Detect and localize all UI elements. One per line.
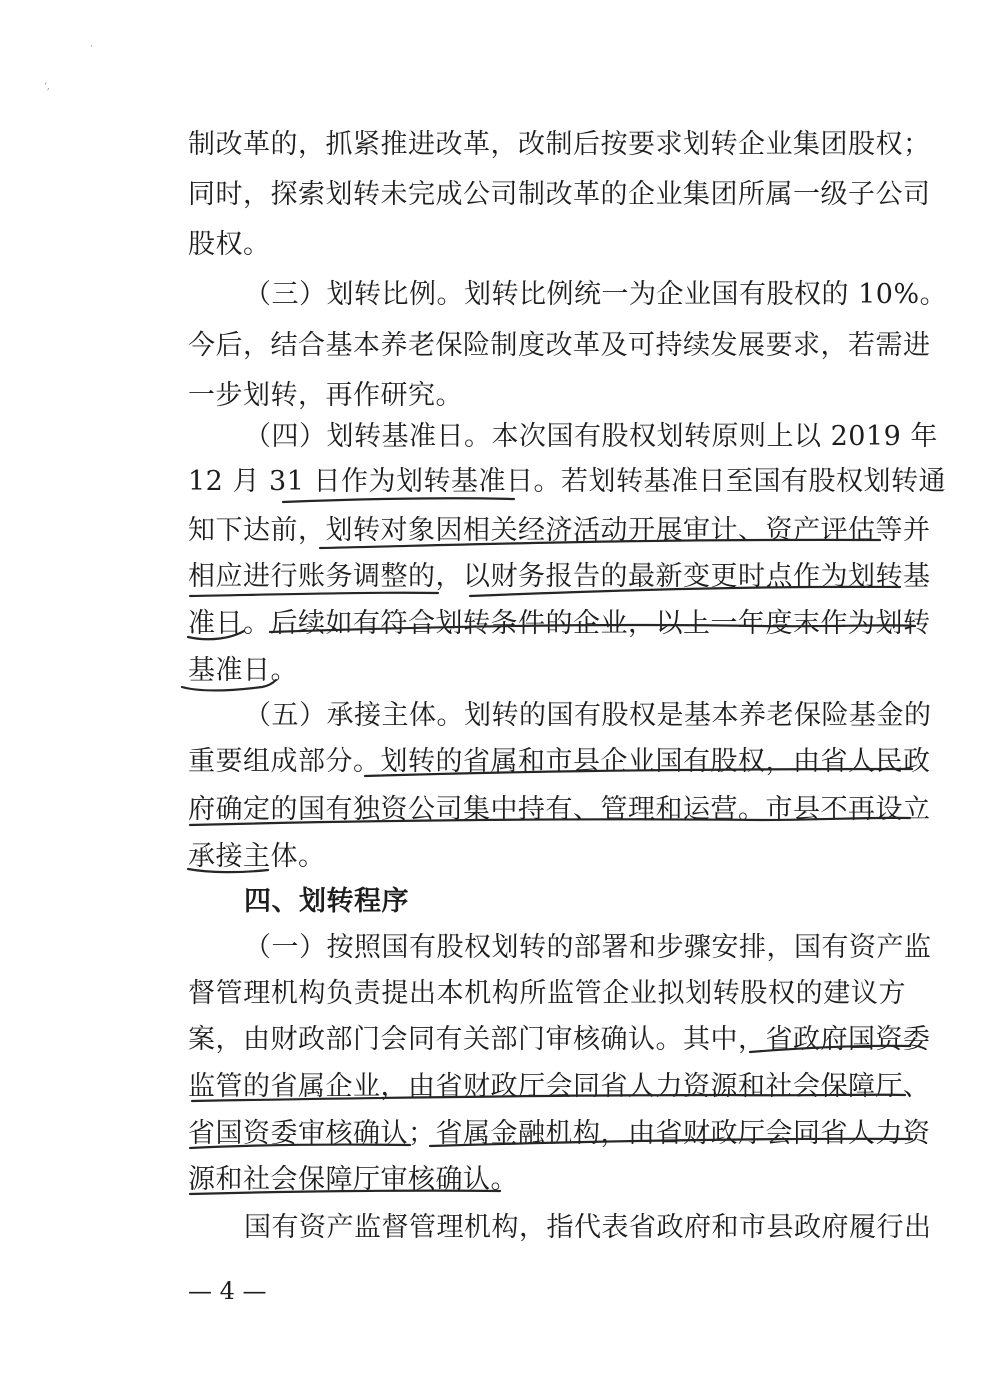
text-line-1: 制改革的，抓紧推进改革，改制后按要求划转企业集团股权； xyxy=(188,129,931,160)
text-line-15: 府确定的国有独资公司集中持有、管理和运营。市县不再设立 xyxy=(188,794,931,825)
text-line-6: 一步划转，再作研究。 xyxy=(188,380,463,411)
text-line-12: 基准日。 xyxy=(188,655,298,686)
page-number: — 4 — xyxy=(188,1277,267,1305)
text-line-14: 重要组成部分。划转的省属和市县企业国有股权，由省人民政 xyxy=(188,746,931,777)
text-line-13: （五）承接主体。划转的国有股权是基本养老保险基金的 xyxy=(244,700,932,731)
text-line-22: 省国资委审核确认；省属金融机构，由省财政厅会同省人力资 xyxy=(188,1118,931,1149)
text-line-20: 案，由财政部门会同有关部门审核确认。其中，省政府国资委 xyxy=(188,1024,931,1055)
text-line-7: （四）划转基准日。本次国有股权划转原则上以 2019 年 xyxy=(244,421,938,452)
text-line-4: （三）划转比例。划转比例统一为企业国有股权的 10%。 xyxy=(244,279,948,310)
scan-speck: ʻ, xyxy=(44,82,50,92)
text-line-24: 国有资产监督管理机构，指代表省政府和市县政府履行出 xyxy=(244,1212,932,1243)
text-line-19: 督管理机构负责提出本机构所监管企业拟划转股权的建议方 xyxy=(188,978,906,1009)
text-line-21: 监管的省属企业，由省财政厅会同省人力资源和社会保障厅、 xyxy=(188,1071,931,1102)
text-line-10: 相应进行账务调整的，以财务报告的最新变更时点作为划转基 xyxy=(188,561,931,592)
text-line-2: 同时，探索划转未完成公司制改革的企业集团所属一级子公司 xyxy=(188,179,931,210)
section-heading: 四、划转程序 xyxy=(244,886,409,917)
text-line-8: 12 月 31 日作为划转基准日。若划转基准日至国有股权划转通 xyxy=(188,466,946,497)
text-line-9: 知下达前，划转对象因相关经济活动开展审计、资产评估等并 xyxy=(188,515,931,546)
scan-speck: · xyxy=(90,42,93,52)
text-line-11: 准日。后续如有符合划转条件的企业，以上一年度末作为划转 xyxy=(188,608,931,639)
text-line-3: 股权。 xyxy=(188,229,271,260)
text-line-18: （一）按照国有股权划转的部署和步骤安排，国有资产监 xyxy=(244,932,932,963)
text-line-23: 源和社会保障厅审核确认。 xyxy=(188,1164,518,1195)
text-line-5: 今后，结合基本养老保险制度改革及可持续发展要求，若需进 xyxy=(188,330,931,361)
text-line-16: 承接主体。 xyxy=(188,841,326,872)
